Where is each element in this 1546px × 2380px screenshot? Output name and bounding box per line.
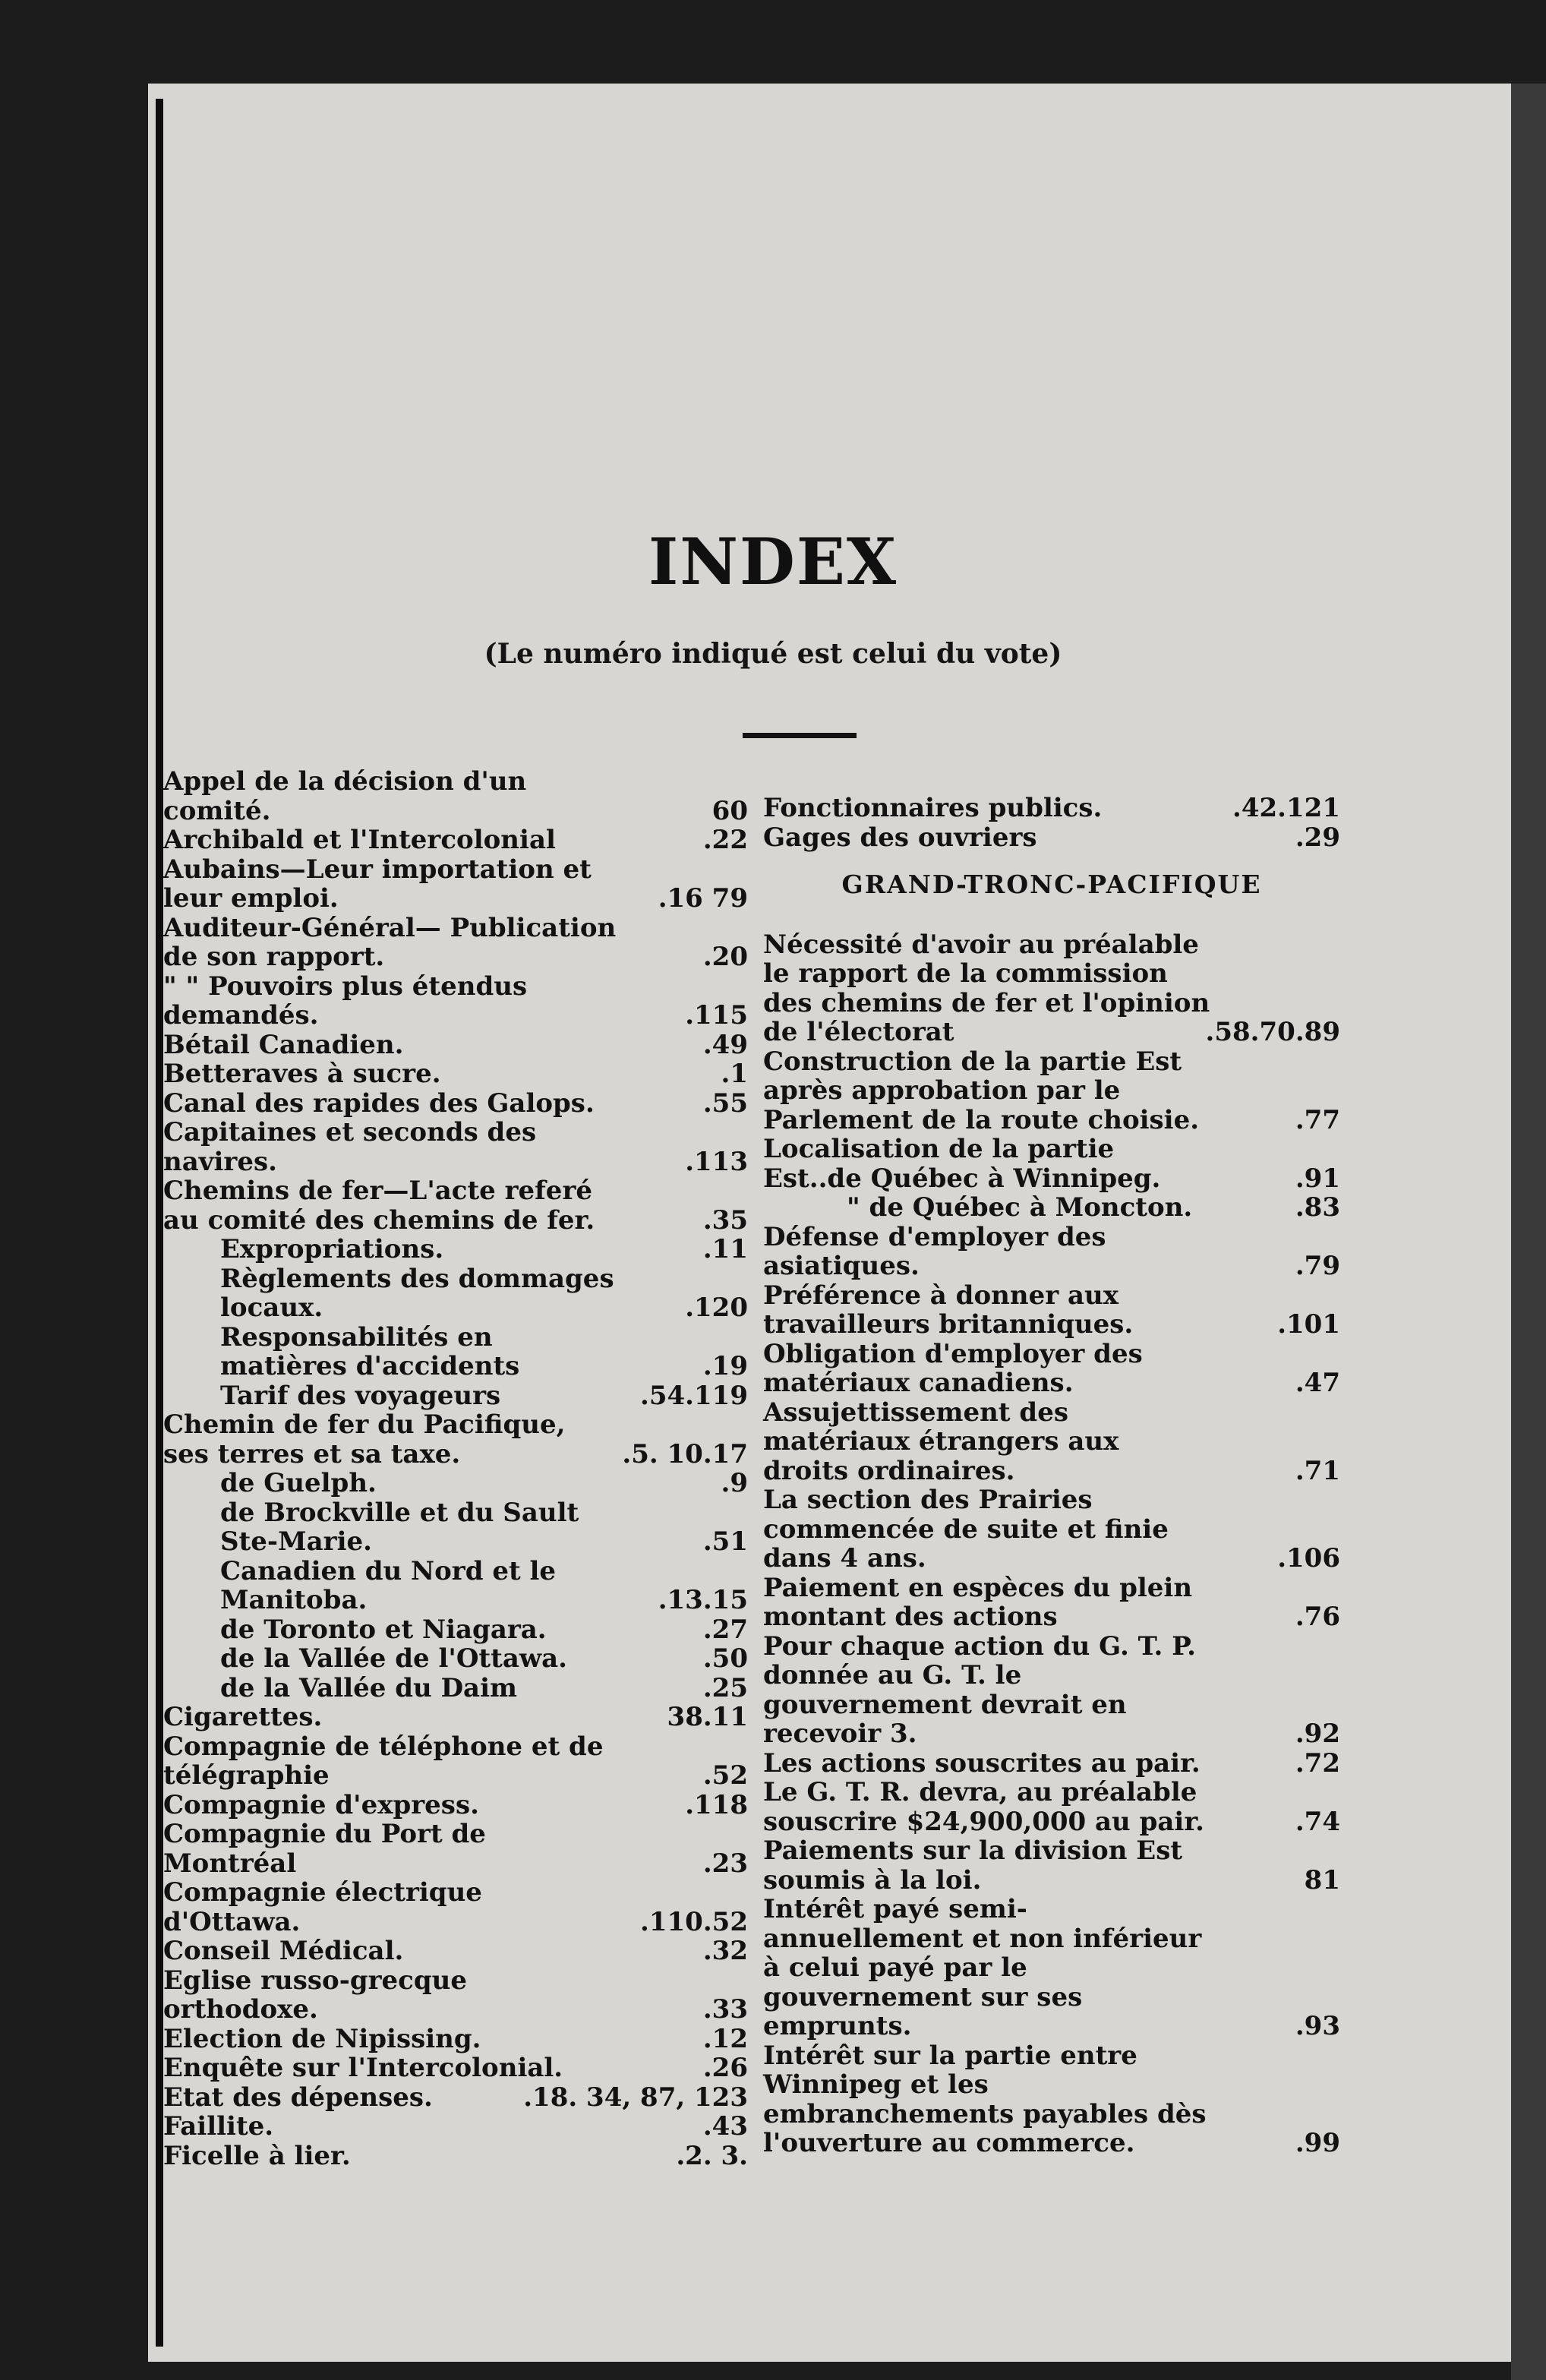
index-entry-text: Chemins de fer—L'acte referé au comité des chemins de fer. xyxy=(163,1176,595,1236)
index-entry-text: Compagnie du Port de Montréal xyxy=(163,1819,486,1879)
index-entry xyxy=(763,823,1340,853)
binding-edge xyxy=(156,99,163,2347)
index-entry xyxy=(163,1264,748,1323)
index-entry-text: Capitaines et seconds des navires. xyxy=(163,1117,537,1177)
index-entry-page: .9 xyxy=(721,1468,748,1498)
index-entry-text: Ficelle à lier. xyxy=(163,2140,351,2171)
index-entry-page: .93 xyxy=(1295,2011,1340,2041)
index-entry xyxy=(763,1398,1340,1486)
index-entry-page: .33 xyxy=(702,1994,748,2025)
index-entry xyxy=(163,2112,748,2142)
index-entry-page: .71 xyxy=(1295,1455,1340,1486)
index-entry xyxy=(163,2083,748,2113)
index-entry-text: Défense d'employer des asiatiques. xyxy=(763,1221,1106,1281)
index-entry xyxy=(163,1732,748,1791)
index-entry xyxy=(163,1703,748,1732)
index-entry-text: Aubains—Leur importation et leur emploi. xyxy=(163,854,592,914)
index-column-left xyxy=(163,767,748,2170)
index-entry xyxy=(163,1820,748,1878)
index-entry-page: .83 xyxy=(1295,1192,1340,1223)
index-entry xyxy=(763,1574,1340,1632)
index-entry-text: Election de Nipissing. xyxy=(163,2023,481,2054)
index-entry xyxy=(163,1323,748,1381)
page-subtitle: (Le numéro indiqué est celui du vote) xyxy=(484,638,1062,670)
index-entry-page: .16 79 xyxy=(658,883,748,914)
index-entry-page: .43 xyxy=(702,2111,748,2142)
index-entry xyxy=(163,1469,748,1498)
index-entry-page: .77 xyxy=(1295,1104,1340,1135)
index-entry-text: Pour chaque action du G. T. P. donnée au G. T. le gouvernement devrait en recevoir 3. xyxy=(763,1630,1196,1749)
index-entry-text: de la Vallée du Daim xyxy=(220,1672,517,1703)
index-entry xyxy=(163,825,748,855)
index-entry-text: Enquête sur l'Intercolonial. xyxy=(163,2053,563,2083)
index-entry-page: .113 xyxy=(685,1146,748,1177)
index-entry-text: Construction de la partie Est après approbation par le Parlement de la route choisie. xyxy=(763,1046,1200,1135)
index-entry-text: Canal des rapides des Galops. xyxy=(163,1087,595,1119)
index-entry-page: .120 xyxy=(685,1293,748,1323)
index-entry-page: .110.52 xyxy=(640,1906,748,1937)
index-entry xyxy=(163,2142,748,2171)
index-entry xyxy=(163,1031,748,1060)
index-entry xyxy=(163,1381,748,1411)
index-entry-page: .92 xyxy=(1295,1719,1340,1749)
index-entry-text: Faillite. xyxy=(163,2111,274,2142)
index-entry xyxy=(763,794,1340,823)
index-entry xyxy=(163,1410,748,1469)
index-entry xyxy=(163,2053,748,2083)
index-entry-text: Compagnie électrique d'Ottawa. xyxy=(163,1877,482,1937)
index-entry-text: Intérêt payé semi-annuellement et non inférieur à celui payé par le gouvernement sur ses emprunts. xyxy=(763,1894,1202,2041)
index-entry-text: Canadien du Nord et le Manitoba. xyxy=(220,1555,557,1615)
index-entry-page: .20 xyxy=(702,942,748,972)
index-entry xyxy=(163,1118,748,1176)
index-entry-text: Conseil Médical. xyxy=(163,1936,404,1966)
index-entry-page: .115 xyxy=(685,1000,748,1031)
index-entry-text: Etat des dépenses. xyxy=(163,2082,433,2113)
index-entry-text: Les actions souscrites au pair. xyxy=(763,1747,1201,1779)
index-entry xyxy=(163,767,748,825)
index-entry-page: .52 xyxy=(702,1760,748,1791)
index-entry-page: .11 xyxy=(702,1234,748,1264)
index-group-general xyxy=(763,794,1340,852)
index-entry xyxy=(163,1937,748,1966)
index-entry-text: Compagnie de téléphone et de télégraphie xyxy=(163,1731,604,1791)
index-entry-text: La section des Prairies commencée de suite et finie dans 4 ans. xyxy=(763,1485,1169,1574)
index-entry-page: .2. 3. xyxy=(676,2140,748,2171)
index-entry-page: .42.121 xyxy=(1232,793,1340,823)
index-entry xyxy=(163,2025,748,2054)
index-entry xyxy=(163,1791,748,1820)
index-entry-page: 60 xyxy=(711,795,748,826)
index-entry-text: Expropriations. xyxy=(220,1234,444,1264)
index-entry-text: Bétail Canadien. xyxy=(163,1029,404,1060)
index-entry-text: Auditeur-Général— Publication de son rapport. xyxy=(163,912,617,972)
index-entry-page: .27 xyxy=(702,1614,748,1645)
title-divider xyxy=(743,733,857,738)
index-entry-text: Betteraves à sucre. xyxy=(163,1059,441,1089)
index-entry-text: Archibald et l'Intercolonial xyxy=(163,825,556,855)
index-entry-text: de la Vallée de l'Ottawa. xyxy=(220,1643,568,1674)
index-entry-page: .55 xyxy=(702,1087,748,1119)
index-entry-page: .79 xyxy=(1295,1251,1340,1281)
index-entry xyxy=(163,1615,748,1645)
index-entry-page: 38.11 xyxy=(667,1702,748,1732)
index-entry-text: Nécessité d'avoir au préalable le rapport de la commission des chemins de fer et l'opinion de l'électorat xyxy=(763,929,1210,1047)
index-entry-text: Gages des ouvriers xyxy=(763,822,1037,853)
index-entry-page: .51 xyxy=(702,1526,748,1557)
index-entry xyxy=(163,1089,748,1119)
index-entry-page: .76 xyxy=(1295,1602,1340,1632)
index-entry-text: de Guelph. xyxy=(220,1468,377,1498)
index-entry xyxy=(163,1059,748,1089)
index-entry xyxy=(763,1135,1340,1193)
index-entry-text: Préférence à donner aux travailleurs britanniques. xyxy=(763,1280,1134,1340)
index-entry xyxy=(763,1047,1340,1135)
index-entry-page: .49 xyxy=(702,1029,748,1060)
index-entry xyxy=(763,1749,1340,1779)
index-entry-text: Paiement en espèces du plein montant des actions xyxy=(763,1572,1193,1632)
index-entry xyxy=(763,1632,1340,1749)
index-entry-page: .23 xyxy=(702,1848,748,1879)
index-entry-page: .101 xyxy=(1277,1309,1340,1340)
index-entry-text: Intérêt sur la partie entre Winnipeg et les embranchements payables dès l'ouverture au commerce. xyxy=(763,2040,1207,2158)
page-fold-shadow xyxy=(1511,84,1546,2380)
index-entry-page: .106 xyxy=(1277,1543,1340,1574)
index-entry-page: .1 xyxy=(721,1059,748,1089)
index-entry-page: .26 xyxy=(702,2053,748,2083)
index-entry-text: Localisation de la partie Est..de Québec à Winnipeg. xyxy=(763,1134,1161,1194)
index-entry-text: " de Québec à Moncton. xyxy=(847,1192,1193,1223)
index-entry xyxy=(763,930,1340,1047)
index-entry-text: Chemin de fer du Pacifique, ses terres et sa taxe. xyxy=(163,1409,566,1469)
index-entry-text: Cigarettes. xyxy=(163,1702,323,1732)
index-entry-text: Appel de la décision d'un comité. xyxy=(163,766,527,826)
index-entry-page: .22 xyxy=(702,825,748,855)
index-entry xyxy=(763,1340,1340,1398)
index-entry-page: .32 xyxy=(702,1936,748,1966)
index-entry-page: .25 xyxy=(702,1672,748,1703)
index-entry xyxy=(163,855,748,914)
index-entry-page: .47 xyxy=(1295,1368,1340,1398)
index-entry-text: Règlements des dommages locaux. xyxy=(220,1263,614,1323)
index-entry-page: .72 xyxy=(1295,1747,1340,1779)
index-entry xyxy=(163,972,748,1031)
index-column-right xyxy=(763,794,1340,2158)
index-entry xyxy=(163,1176,748,1235)
index-entry-text: de Brockville et du Sault Ste-Marie. xyxy=(220,1497,579,1557)
index-entry-text: Eglise russo-grecque orthodoxe. xyxy=(163,1965,467,2025)
index-entry-text: Compagnie d'express. xyxy=(163,1789,479,1820)
index-entry-text: Assujettissement des matériaux étrangers aux droits ordinaires. xyxy=(763,1397,1119,1486)
index-entry xyxy=(763,1223,1340,1281)
index-entry-page: .19 xyxy=(702,1351,748,1381)
index-entry xyxy=(163,1966,748,2025)
index-entry xyxy=(163,1235,748,1264)
index-entry-page: .118 xyxy=(685,1789,748,1820)
index-entry-text: Paiements sur la division Est soumis à la loi. xyxy=(763,1836,1183,1895)
index-entry xyxy=(763,1895,1340,2041)
index-entry-page: .58.70.89 xyxy=(1205,1017,1340,1047)
index-entry xyxy=(163,914,748,972)
index-entry-page: .99 xyxy=(1295,2128,1340,2158)
index-entry xyxy=(163,1644,748,1674)
index-entry-text: Obligation d'employer des matériaux canadiens. xyxy=(763,1338,1143,1398)
index-entry xyxy=(163,1498,748,1557)
index-entry-page: .18. 34, 87, 123 xyxy=(523,2082,748,2113)
index-entry-page: .29 xyxy=(1295,822,1340,853)
index-entry-page: .91 xyxy=(1295,1163,1340,1194)
index-entry-text: " " Pouvoirs plus étendus demandés. xyxy=(163,971,528,1031)
index-group-grand-tronc xyxy=(763,930,1340,2158)
index-entry xyxy=(163,1674,748,1703)
index-entry-text: Fonctionnaires publics. xyxy=(763,793,1103,823)
index-entry xyxy=(763,1778,1340,1836)
index-entry-text: Le G. T. R. devra, au préalable souscrire $24,900,000 au pair. xyxy=(763,1777,1204,1837)
index-entry-text: Tarif des voyageurs xyxy=(220,1380,501,1411)
index-entry xyxy=(163,1878,748,1937)
index-entry xyxy=(163,1557,748,1615)
page-title: INDEX xyxy=(648,524,898,599)
section-heading: GRAND-TRONC-PACIFIQUE xyxy=(841,870,1262,899)
index-entry xyxy=(763,1836,1340,1895)
index-entry-text: de Toronto et Niagara. xyxy=(220,1614,547,1645)
index-entry-page: 81 xyxy=(1304,1864,1340,1895)
index-entry-page: .50 xyxy=(702,1643,748,1674)
index-entry xyxy=(763,2041,1340,2158)
index-entry-text: Responsabilités en matières d'accidents xyxy=(220,1321,520,1381)
index-entry xyxy=(763,1485,1340,1574)
index-entry-page: .74 xyxy=(1295,1806,1340,1837)
index-entry-page: .13.15 xyxy=(658,1585,748,1615)
index-entry-page: .35 xyxy=(702,1204,748,1236)
index-entry-page: .12 xyxy=(702,2023,748,2054)
index-entry xyxy=(763,1281,1340,1340)
index-entry-page: .5. 10.17 xyxy=(622,1438,748,1469)
index-entry xyxy=(763,1193,1340,1223)
index-entry-page: .54.119 xyxy=(640,1380,748,1411)
